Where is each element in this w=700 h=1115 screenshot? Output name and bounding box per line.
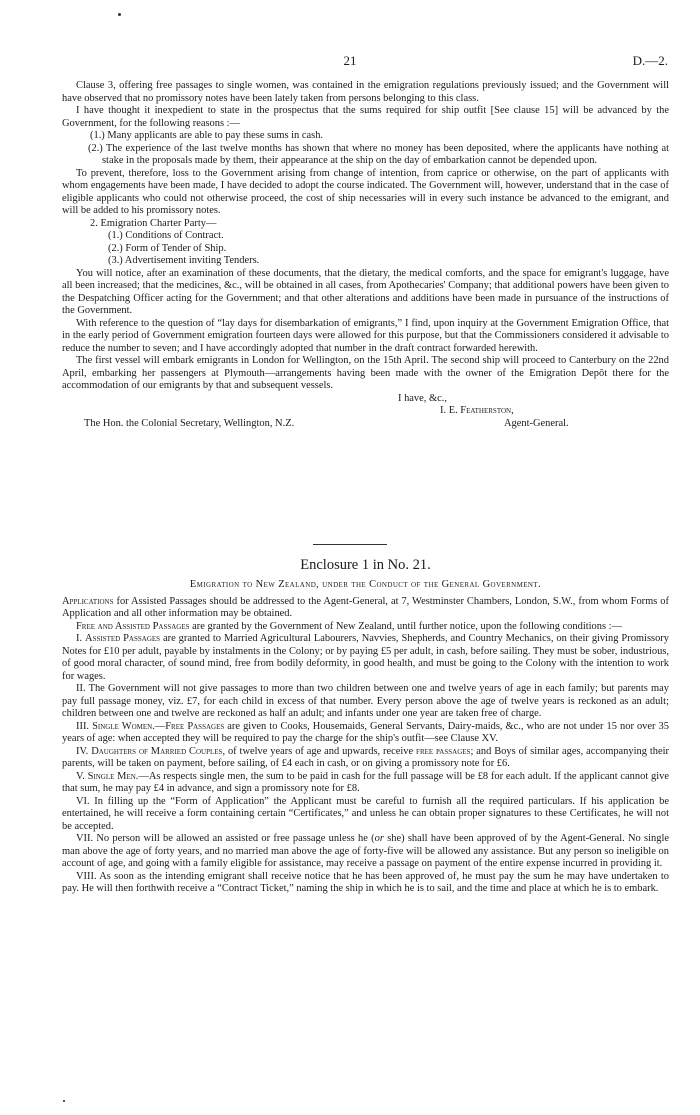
margin-mark [63, 1100, 65, 1102]
enclosure-section [62, 556, 669, 896]
clause-number: IV. [76, 745, 92, 757]
paragraph-text: are given to Cooks, Housemaids, General Servants, Dairy-maids, &c., who are not under 15 nor over 35 years of age: when accepted they will be required to pay the charge for the ship's outfit—see Clause XV. [62, 720, 669, 744]
margin-mark [118, 13, 121, 16]
paragraph-text: VII. No person will be allowed an assisted or free passage unless he ( [76, 833, 375, 844]
clause [62, 771, 669, 796]
list-item: (1.) Conditions of Contract. [108, 230, 224, 241]
letter-paragraph: Clause 3, offering free passages to single women, was contained in the emigration regulations previously issued; and the Government will have observed that no promissory notes have been lately taken from persons belonging to this class. [62, 80, 669, 104]
page-number: 21 [343, 53, 357, 68]
letter-section [62, 80, 669, 431]
closing: I have, &c., [398, 392, 447, 404]
letter-paragraph: You will notice, after an examination of these documents, that the dietary, the medical comforts, and the space for emigrant's luggage, have all been increased; that the medicines, &c., will be obtained in all cases, from Apothecaries' Company; that additional powers have been given to the Despatching Officer acting for the Government; and that other alterations and additions have been made in pursuance of the instructions of the Government. [62, 267, 669, 316]
document-reference: D.—2. [632, 53, 668, 68]
enclosure-paragraph [62, 596, 669, 621]
clause [62, 721, 669, 746]
clause-number: V. [76, 770, 88, 782]
enclosure-paragraph [62, 621, 669, 634]
lead-words: Single Men. [87, 770, 139, 782]
lead-words: Assisted Passages [85, 633, 161, 644]
italic-word: or [374, 833, 384, 844]
paragraph-text: —As respects single men, the sum to be paid in cash for the full passage will be £8 for each adult. If the applicant cannot give that sum, he may pay £4 in advance, and sign a promissory note for £8. [62, 770, 669, 794]
list-item: (2.) Form of Tender of Ship. [108, 242, 227, 254]
enclosure-title: Enclosure 1 in No. 21. [300, 557, 431, 573]
section-heading: 2. Emigration Charter Party— [90, 217, 217, 229]
enclosure-heading: Emigration to New Zealand, under the Conduct of the General Government. [189, 579, 542, 590]
signatory-title: Agent-General. [504, 417, 569, 429]
list-item: (2.) The experience of the last twelve months has shown that where no money has been deposited, where the applicants have nothing at stake in the proposals made by them, their appearance at the ship on the day of embarkation cannot be depended upon. [88, 142, 669, 166]
paragraph-text: are granted to Married Agricultural Labourers, Navvies, Shepherds, and Country Mechanics, on their giving Promissory Notes for £10 per adult, payable by instalments in the Colony; or by paying £5 per adult, in cash, before sailing. They must be sober, industrious, of good moral character, of sound mind, free from bodily deformity, in good health, and must be going to the Colony with the intention to work for wages. [62, 633, 669, 682]
lead-words: Free and Assisted Passages [76, 620, 190, 632]
letter-paragraph: The first vessel will embark emigrants in London for Wellington, on the 15th April. The second ship will proceed to Canterbury on the 22nd April, embarking her passengers at Plymouth—arrangements having been made with the owner of the Emigration Depôt there for the accommodation of our emigrants by that and subsequent vessels. [62, 355, 669, 391]
paragraph-text: are granted by the Government of New Zealand, until further notice, upon the following conditions :— [189, 620, 622, 632]
letter-paragraph: With reference to the question of “lay days for disembarkation of emigrants,” I find, upon inquiry at the Government Emigration Office, that in the early period of Government emigration fourteen days were allowed for this purpose, but that the Commissioners considered it advisable to reduce the number to seven; and I have accordingly adopted that number in the draft contract forwarded herewith. [62, 317, 669, 354]
letter-paragraph: To prevent, therefore, loss to the Government arising from change of intention, from caprice or otherwise, on the part of applicants with whom engagements have been made, I have decided to adopt the course indicated. The Government will, however, understand that in the case of eligible applicants who could not otherwise proceed, the cost of ship necessaries will in every such instance be advanced to the emigrant, and will be added to his promissory notes. [62, 167, 669, 216]
clause: II. The Government will not give passages to more than two children between one and twelve years of age in each family; but parents may pay full passage money, viz. £7, for each child in excess of that number. Every person above the age of twelve years is reckoned as an adult; children between one and twelve are reckoned as half an adult; and infants under one year are taken free of charge. [62, 683, 669, 719]
divider [313, 544, 387, 545]
clause: VI. In filling up the “Form of Application” the Applicant must be careful to furnish all the required particulars. If his application be entertained, he will receive a form containing certain “Certificates,” and unless he can obtain proper signatures to these Certificates, he will not be accepted. [62, 795, 669, 832]
lead-words: Single Women. [92, 720, 155, 732]
clause [62, 633, 669, 683]
paragraph-text: of twelve years of age and upwards, receive [225, 745, 417, 757]
signature-block [62, 393, 669, 431]
paragraph-text: for Assisted Passages should be addressed to the Agent-General, at 7, Westminster Chambers, London, S.W., from whom Forms of Application and all other information may be obtained. [62, 595, 669, 619]
paragraph-text: ; and Boys of similar ages, accompanying their parents, will be taken on payment, before sailing, of £4 each in cash, or on giving a promissory note for £6. [62, 745, 669, 769]
signatory: I. E. Featherston, [440, 404, 514, 416]
letter-paragraph: I have thought it inexpedient to state in the prospectus that the sums required for ship outfit [See clause 15] will be advanced by the Government, for the following reasons :— [62, 105, 669, 129]
lead-words: free passages [416, 745, 471, 757]
clause: VIII. As soon as the intending emigrant shall receive notice that he has been approved of, he must pay the sum he may have undertaken to pay. He will then forthwith receive a “Contract Ticket,” naming the ship in which he is to sail, and the time and place at which he is to embark. [62, 870, 669, 894]
paragraph-text: she) shall have been approved of by the Agent-General. No single man above the age of forty years, and no married man above the age of forty-five will be allowed any assistance. But any person so ineligible on account of age, and going with a family eligible for assistance, may receive a passage on payment of the entire expense incurred in providing it. [62, 833, 669, 869]
clause [62, 746, 669, 771]
addressee: The Hon. the Colonial Secretary, Wellington, N.Z. [84, 417, 295, 429]
lead-words: Free Passages [165, 720, 225, 732]
list-item: (1.) Many applicants are able to pay these sums in cash. [90, 130, 324, 141]
lead-words: Daughters of Married Couples, [91, 745, 226, 757]
clause-number: I. [76, 633, 86, 644]
dash: — [154, 720, 166, 732]
clause-number: III. [76, 720, 93, 732]
lead-words: Applications [62, 595, 114, 607]
clause [62, 833, 669, 871]
list-item: (3.) Advertisement inviting Tenders. [108, 255, 260, 266]
